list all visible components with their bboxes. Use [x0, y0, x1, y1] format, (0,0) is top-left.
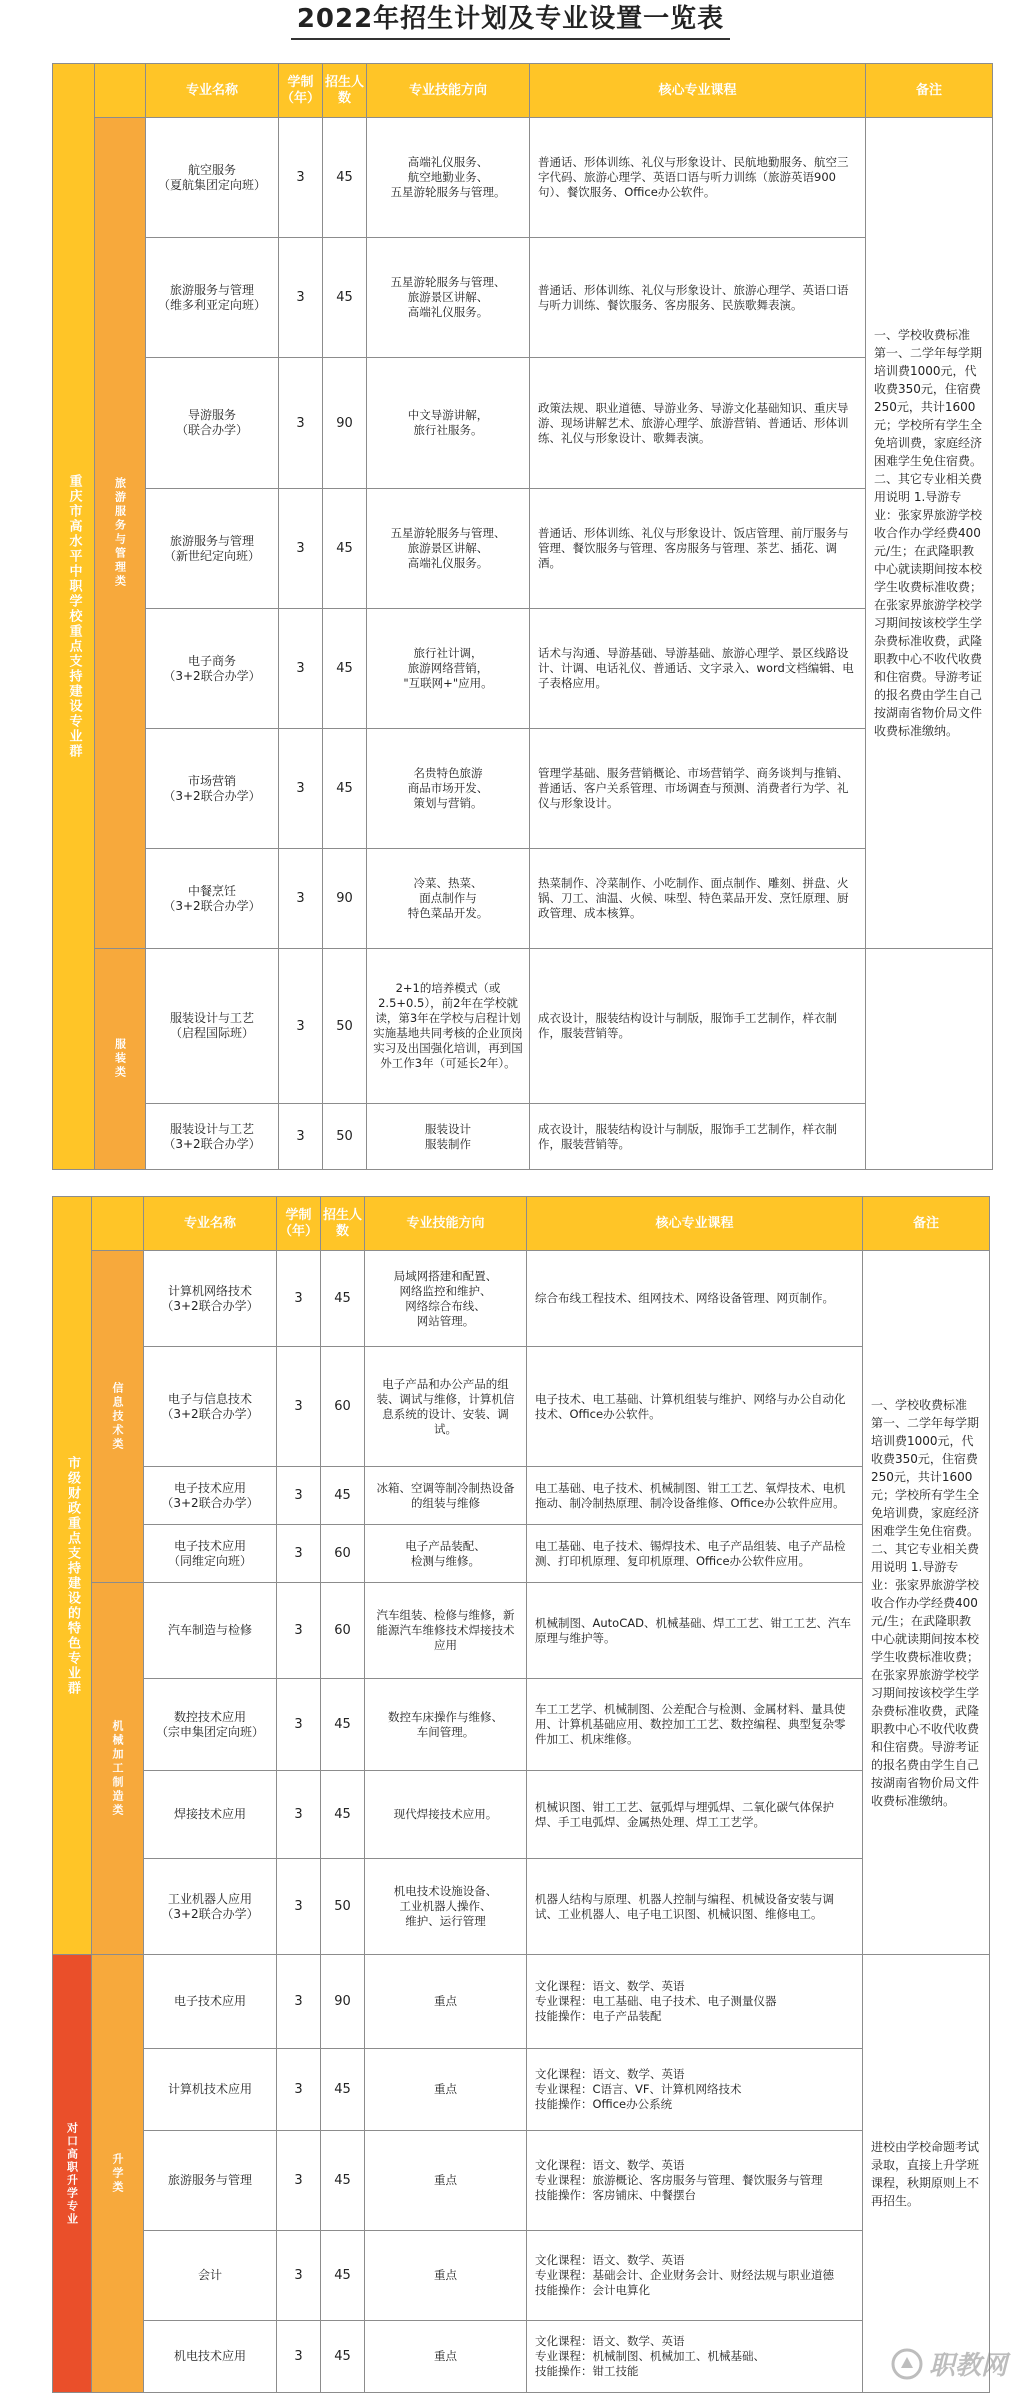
major-name: 旅游服务与管理	[167, 2173, 252, 2187]
header-name: 专业名称	[144, 1197, 277, 1251]
table-row	[53, 1251, 990, 1347]
direction-cell: 五星游轮服务与管理、 旅游景区讲解、 高端礼仪服务。	[390, 526, 506, 570]
years-cell: 3	[277, 1347, 321, 1467]
count-cell: 90	[323, 849, 367, 949]
table-row	[53, 1771, 990, 1859]
courses-cell: 普通话、形体训练、礼仪与形象设计、民航地勤服务、航空三字代码、旅游心理学、英语口语与听力训练（旅游英语900句）、餐饮服务、Office办公软件。	[538, 155, 849, 199]
direction-cell: 重点	[434, 2173, 457, 2187]
header-direction: 专业技能方向	[367, 64, 530, 118]
major-name: 电子与信息技术 （3+2联合办学）	[161, 1391, 259, 1421]
years-cell: 3	[279, 238, 323, 358]
direction-cell: 服装设计 服装制作	[425, 1121, 471, 1151]
major-name: 服装设计与工艺 （3+2联合办学）	[163, 1121, 261, 1151]
header-years: 学制（年）	[279, 64, 323, 118]
table-row	[53, 609, 993, 729]
major-name: 计算机技术应用	[167, 2082, 252, 2096]
remark-upgrade: 进校由学校命题考试录取，直接上升学班课程，秋期原则上不再招生。	[871, 2139, 980, 2208]
years-cell: 3	[279, 118, 323, 238]
years-cell: 3	[277, 2131, 321, 2231]
table-row	[53, 1525, 990, 1583]
table-row	[53, 358, 993, 489]
count-cell: 60	[321, 1525, 365, 1583]
courses-cell: 政策法规、职业道德、导游业务、导游文化基础知识、重庆导游、现场讲解艺术、旅游心理学、旅游营销、普通话、形体训练、礼仪与形象设计、歌舞表演。	[538, 400, 849, 445]
courses-cell: 文化课程：语文、数学、英语 专业课程：机械制图、机械加工、机械基础、 技能操作：钳工技能	[535, 2334, 765, 2378]
header-count: 招生人数	[323, 64, 367, 118]
count-cell: 90	[321, 1955, 365, 2049]
table-row	[53, 1859, 990, 1955]
count-cell: 45	[321, 1467, 365, 1525]
count-cell: 45	[323, 609, 367, 729]
courses-cell: 普通话、形体训练、礼仪与形象设计、饭店管理、前厅服务与管理、餐饮服务与管理、客房服务与管理、茶艺、插花、调酒。	[538, 526, 849, 570]
header-corner	[95, 64, 146, 118]
years-cell: 3	[277, 2049, 321, 2131]
major-name: 中餐烹饪 （3+2联合办学）	[163, 883, 261, 913]
years-cell: 3	[279, 609, 323, 729]
direction-cell: 冷菜、热菜、 面点制作与 特色菜品开发。	[407, 876, 489, 920]
years-cell: 3	[277, 1771, 321, 1859]
header-count: 招生人数	[321, 1197, 365, 1251]
courses-cell: 文化课程：语文、数学、英语 专业课程：基础会计、企业财务会计、财经法规与职业道德 技能操作：会计电算化	[535, 2253, 834, 2297]
table-row	[53, 2049, 990, 2131]
major-name: 导游服务 （联合办学）	[175, 408, 248, 437]
courses-cell: 机械识图、钳工工艺、氩弧焊与埋弧焊、二氧化碳气体保护焊、手工电弧焊、金属热处理、焊工工艺学。	[535, 1799, 834, 1829]
table-header-row	[53, 1197, 990, 1251]
count-cell: 90	[323, 358, 367, 489]
direction-cell: 冰箱、空调等制冷制热设备的组装与维修	[376, 1480, 515, 1510]
years-cell: 3	[279, 949, 323, 1104]
group-label-upgrade: 对口高职升学专业	[53, 1955, 92, 2393]
major-name: 市场营销 （3+2联合办学）	[163, 773, 261, 803]
enrollment-table-2	[52, 1196, 990, 2393]
major-name: 航空服务 （夏航集团定向班）	[157, 162, 266, 192]
direction-cell: 重点	[434, 2082, 457, 2096]
category-it: 信息技术类	[92, 1251, 144, 1583]
years-cell: 3	[279, 1104, 323, 1170]
direction-cell: 机电技术设施设备、 工业机器人操作、 维护、运行管理	[393, 1884, 498, 1928]
count-cell: 45	[321, 1251, 365, 1347]
remark-fees: 一、学校收费标准 第一、二学年每学期培训费1000元，代收费350元，住宿费250元，共计1600元；学校所有学生全免培训费，家庭经济困难学生免住宿费。 二、其它专业相关费用说明 1.导游专业：张家界旅游学校收合作办学经费400元/生；在武隆职教中心就读期间按本校学生收费标准收费；在张家界旅游学校学习期间按该校学生学杂费标准收费，武隆职教中心不收代收费和住宿费。导游考证的报名费由学生自己按湖南省物价局文件收费标准缴纳。	[871, 1397, 980, 1808]
years-cell: 3	[277, 1251, 321, 1347]
table-row	[53, 949, 993, 1104]
category-upgrade: 升学类	[92, 1955, 144, 2393]
direction-cell: 电子产品和办公产品的组装、调试与维修，计算机信息系统的设计、安装、调试。	[376, 1376, 515, 1436]
direction-cell: 局域网搭建和配置、 网络监控和维护、 网络综合布线、 网站管理。	[393, 1268, 498, 1328]
remark-empty	[866, 949, 993, 1170]
courses-cell: 成衣设计，服装结构设计与制版，服饰手工艺制作，样衣制作，服装营销等。	[538, 1121, 837, 1151]
courses-cell: 文化课程：语文、数学、英语 专业课程：C语言、VF、计算机网络技术 技能操作：Office办公系统	[535, 2067, 742, 2111]
category-mech: 机械加工制造类	[92, 1583, 144, 1955]
years-cell: 3	[277, 2321, 321, 2393]
major-name: 电子技术应用 （3+2联合办学）	[161, 1480, 259, 1510]
direction-cell: 汽车组装、检修与维修，新能源汽车维修技术焊接技术应用	[376, 1608, 515, 1652]
watermark-logo	[891, 2345, 1007, 2382]
courses-cell: 电工基础、电子技术、锡焊技术、电子产品组装、电子产品检测、打印机原理、复印机原理、Office办公软件应用。	[535, 1538, 846, 1568]
major-name: 机电技术应用	[173, 2349, 246, 2363]
major-name: 电子技术应用	[173, 1994, 246, 2008]
header-courses: 核心专业课程	[530, 64, 866, 118]
courses-cell: 普通话、形体训练、礼仪与形象设计、旅游心理学、英语口语与听力训练、餐饮服务、客房服务、民族歌舞表演。	[538, 282, 849, 312]
watermark-icon	[891, 2348, 923, 2380]
years-cell: 3	[277, 2231, 321, 2321]
courses-cell: 管理学基础、服务营销概论、市场营销学、商务谈判与推销、普通话、客户关系管理、市场调查与预测、消费者行为学、礼仪与形象设计。	[538, 766, 849, 810]
direction-cell: 重点	[434, 1994, 457, 2008]
courses-cell: 车工工艺学、机械制图、公差配合与检测、金属材料、量具使用、计算机基础应用、数控加工工艺、数控编程、典型复杂零件加工、机床维修。	[535, 1702, 846, 1746]
count-cell: 45	[321, 2131, 365, 2231]
major-name: 会计	[197, 2268, 222, 2282]
courses-cell: 话术与沟通、导游基础、导游基础、旅游心理学、景区线路设计、计调、电话礼仪、普通话、文字录入、word文档编辑、电子表格应用。	[538, 646, 854, 690]
major-name: 旅游服务与管理 （新世纪定向班）	[163, 533, 260, 563]
direction-cell: 中文导游讲解， 旅行社服务。	[407, 408, 489, 437]
count-cell: 45	[323, 729, 367, 849]
years-cell: 3	[279, 849, 323, 949]
years-cell: 3	[279, 358, 323, 489]
years-cell: 3	[279, 489, 323, 609]
count-cell: 45	[323, 238, 367, 358]
courses-cell: 综合布线工程技术、组网技术、网络设备管理、网页制作。	[535, 1291, 834, 1305]
courses-cell: 机械制图、AutoCAD、机械基础、焊工工艺、钳工工艺、汽车原理与维护等。	[535, 1615, 851, 1645]
direction-cell: 五星游轮服务与管理、 旅游景区讲解、 高端礼仪服务。	[390, 275, 506, 319]
count-cell: 45	[321, 2231, 365, 2321]
courses-cell: 文化课程：语文、数学、英语 专业课程：电工基础、电子技术、电子测量仪器 技能操作：电子产品装配	[535, 1979, 777, 2023]
major-name: 电子商务 （3+2联合办学）	[163, 653, 261, 683]
direction-cell: 现代焊接技术应用。	[393, 1807, 498, 1821]
header-direction: 专业技能方向	[365, 1197, 527, 1251]
years-cell: 3	[279, 729, 323, 849]
category-tourism: 旅游服务与管理类	[95, 118, 146, 949]
table-row	[53, 489, 993, 609]
major-name: 工业机器人应用 （3+2联合办学）	[161, 1891, 259, 1921]
major-name: 数控技术应用 （宗申集团定向班）	[155, 1709, 264, 1739]
major-name: 旅游服务与管理 （维多利亚定向班）	[157, 282, 266, 312]
count-cell: 45	[323, 489, 367, 609]
years-cell: 3	[277, 1467, 321, 1525]
table-row	[53, 1467, 990, 1525]
table-row	[53, 2131, 990, 2231]
major-name: 汽车制造与检修	[167, 1623, 252, 1637]
courses-cell: 文化课程：语文、数学、英语 专业课程：旅游概论、客房服务与管理、餐饮服务与管理 技能操作：客房铺床、中餐摆台	[535, 2158, 823, 2202]
major-name: 服装设计与工艺 （启程国际班）	[169, 1011, 254, 1040]
years-cell: 3	[277, 1525, 321, 1583]
page-title: 2022年招生计划及专业设置一览表	[0, 0, 1021, 40]
header-name: 专业名称	[146, 64, 279, 118]
header-remark: 备注	[863, 1197, 990, 1251]
category-clothing: 服装类	[95, 949, 146, 1170]
table-row	[53, 2321, 990, 2393]
major-name: 焊接技术应用	[173, 1807, 246, 1821]
courses-cell: 机器人结构与原理、机器人控制与编程、机械设备安装与调试、工业机器人、电子电工识图、机械识图、维修电工。	[535, 1891, 834, 1921]
count-cell: 45	[323, 118, 367, 238]
direction-cell: 数控车床操作与维修、 车间管理。	[388, 1709, 503, 1739]
count-cell: 60	[321, 1583, 365, 1679]
courses-cell: 热菜制作、冷菜制作、小吃制作、面点制作、雕刻、拼盘、火锅、刀工、油温、火候、味型、特色菜品开发、烹饪原理、厨政管理、成本核算。	[538, 876, 849, 920]
table-header-row	[53, 64, 993, 118]
years-cell: 3	[277, 1679, 321, 1771]
enrollment-table-1	[52, 63, 993, 1170]
direction-cell: 旅行社计调， 旅游网络营销， "互联网+"应用。	[403, 646, 493, 690]
count-cell: 45	[321, 1679, 365, 1771]
remark-fees: 一、学校收费标准 第一、二学年每学期培训费1000元，代收费350元，住宿费250元，共计1600元；学校所有学生全免培训费，家庭经济困难学生免住宿费。 二、其它专业相关费用说明 1.导游专业：张家界旅游学校收合作办学经费400元/生；在武隆职教中心就读期间按本校学生收费标准收费；在张家界旅游学校学习期间按该校学生学杂费标准收费，武隆职教中心不收代收费和住宿费。导游考证的报名费由学生自己按湖南省物价局文件收费标准缴纳。	[874, 328, 983, 738]
table-row	[53, 2231, 990, 2321]
years-cell: 3	[277, 1955, 321, 2049]
table-row	[53, 849, 993, 949]
years-cell: 3	[277, 1583, 321, 1679]
count-cell: 45	[321, 1771, 365, 1859]
count-cell: 50	[321, 1859, 365, 1955]
years-cell: 3	[277, 1859, 321, 1955]
count-cell: 45	[321, 2049, 365, 2131]
header-courses: 核心专业课程	[527, 1197, 863, 1251]
count-cell: 50	[323, 949, 367, 1104]
count-cell: 50	[323, 1104, 367, 1170]
direction-cell: 重点	[434, 2349, 457, 2363]
table-row	[53, 1955, 990, 2049]
header-remark: 备注	[866, 64, 993, 118]
group-label-high-level: 重庆市高水平中职学校重点支持建设专业群	[53, 64, 95, 1170]
courses-cell: 成衣设计，服装结构设计与制版，服饰手工艺制作，样衣制作，服装营销等。	[538, 1011, 837, 1040]
courses-cell: 电工基础、电子技术、机械制图、钳工工艺、氧焊技术、电机拖动、制冷制热原理、制冷设备维修、Office办公软件应用。	[535, 1480, 846, 1510]
table-row	[53, 238, 993, 358]
major-name: 计算机网络技术 （3+2联合办学）	[161, 1283, 259, 1313]
header-corner	[92, 1197, 144, 1251]
direction-cell: 高端礼仪服务、 航空地勤业务、 五星游轮服务与管理。	[390, 155, 506, 199]
table-row	[53, 1583, 990, 1679]
count-cell: 45	[321, 2321, 365, 2393]
header-years: 学制（年）	[277, 1197, 321, 1251]
table-row	[53, 1104, 993, 1170]
direction-cell: 电子产品装配、 检测与维修。	[405, 1538, 486, 1568]
watermark-text: 职教网	[928, 2351, 1007, 2381]
table-row	[53, 1347, 990, 1467]
direction-cell: 重点	[434, 2268, 457, 2282]
direction-cell: 名贵特色旅游 商品市场开发、 策划与营销。	[407, 766, 489, 810]
table-row	[53, 1679, 990, 1771]
table-row	[53, 729, 993, 849]
table-row	[53, 118, 993, 238]
group-label-municipal: 市级财政重点支持建设的特色专业群	[53, 1197, 92, 1955]
major-name: 电子技术应用 （同维定向班）	[167, 1538, 252, 1568]
direction-cell: 2+1的培养模式（或2.5+0.5），前2年在学校就读，第3年在学校与启程计划实施基地共同考核的企业顶岗实习及出国强化培训，再到国外工作3年（可延长2年）。	[373, 981, 523, 1070]
courses-cell: 电子技术、电工基础、计算机组装与维护、网络与办公自动化技术、Office办公软件。	[535, 1391, 846, 1421]
count-cell: 60	[321, 1347, 365, 1467]
